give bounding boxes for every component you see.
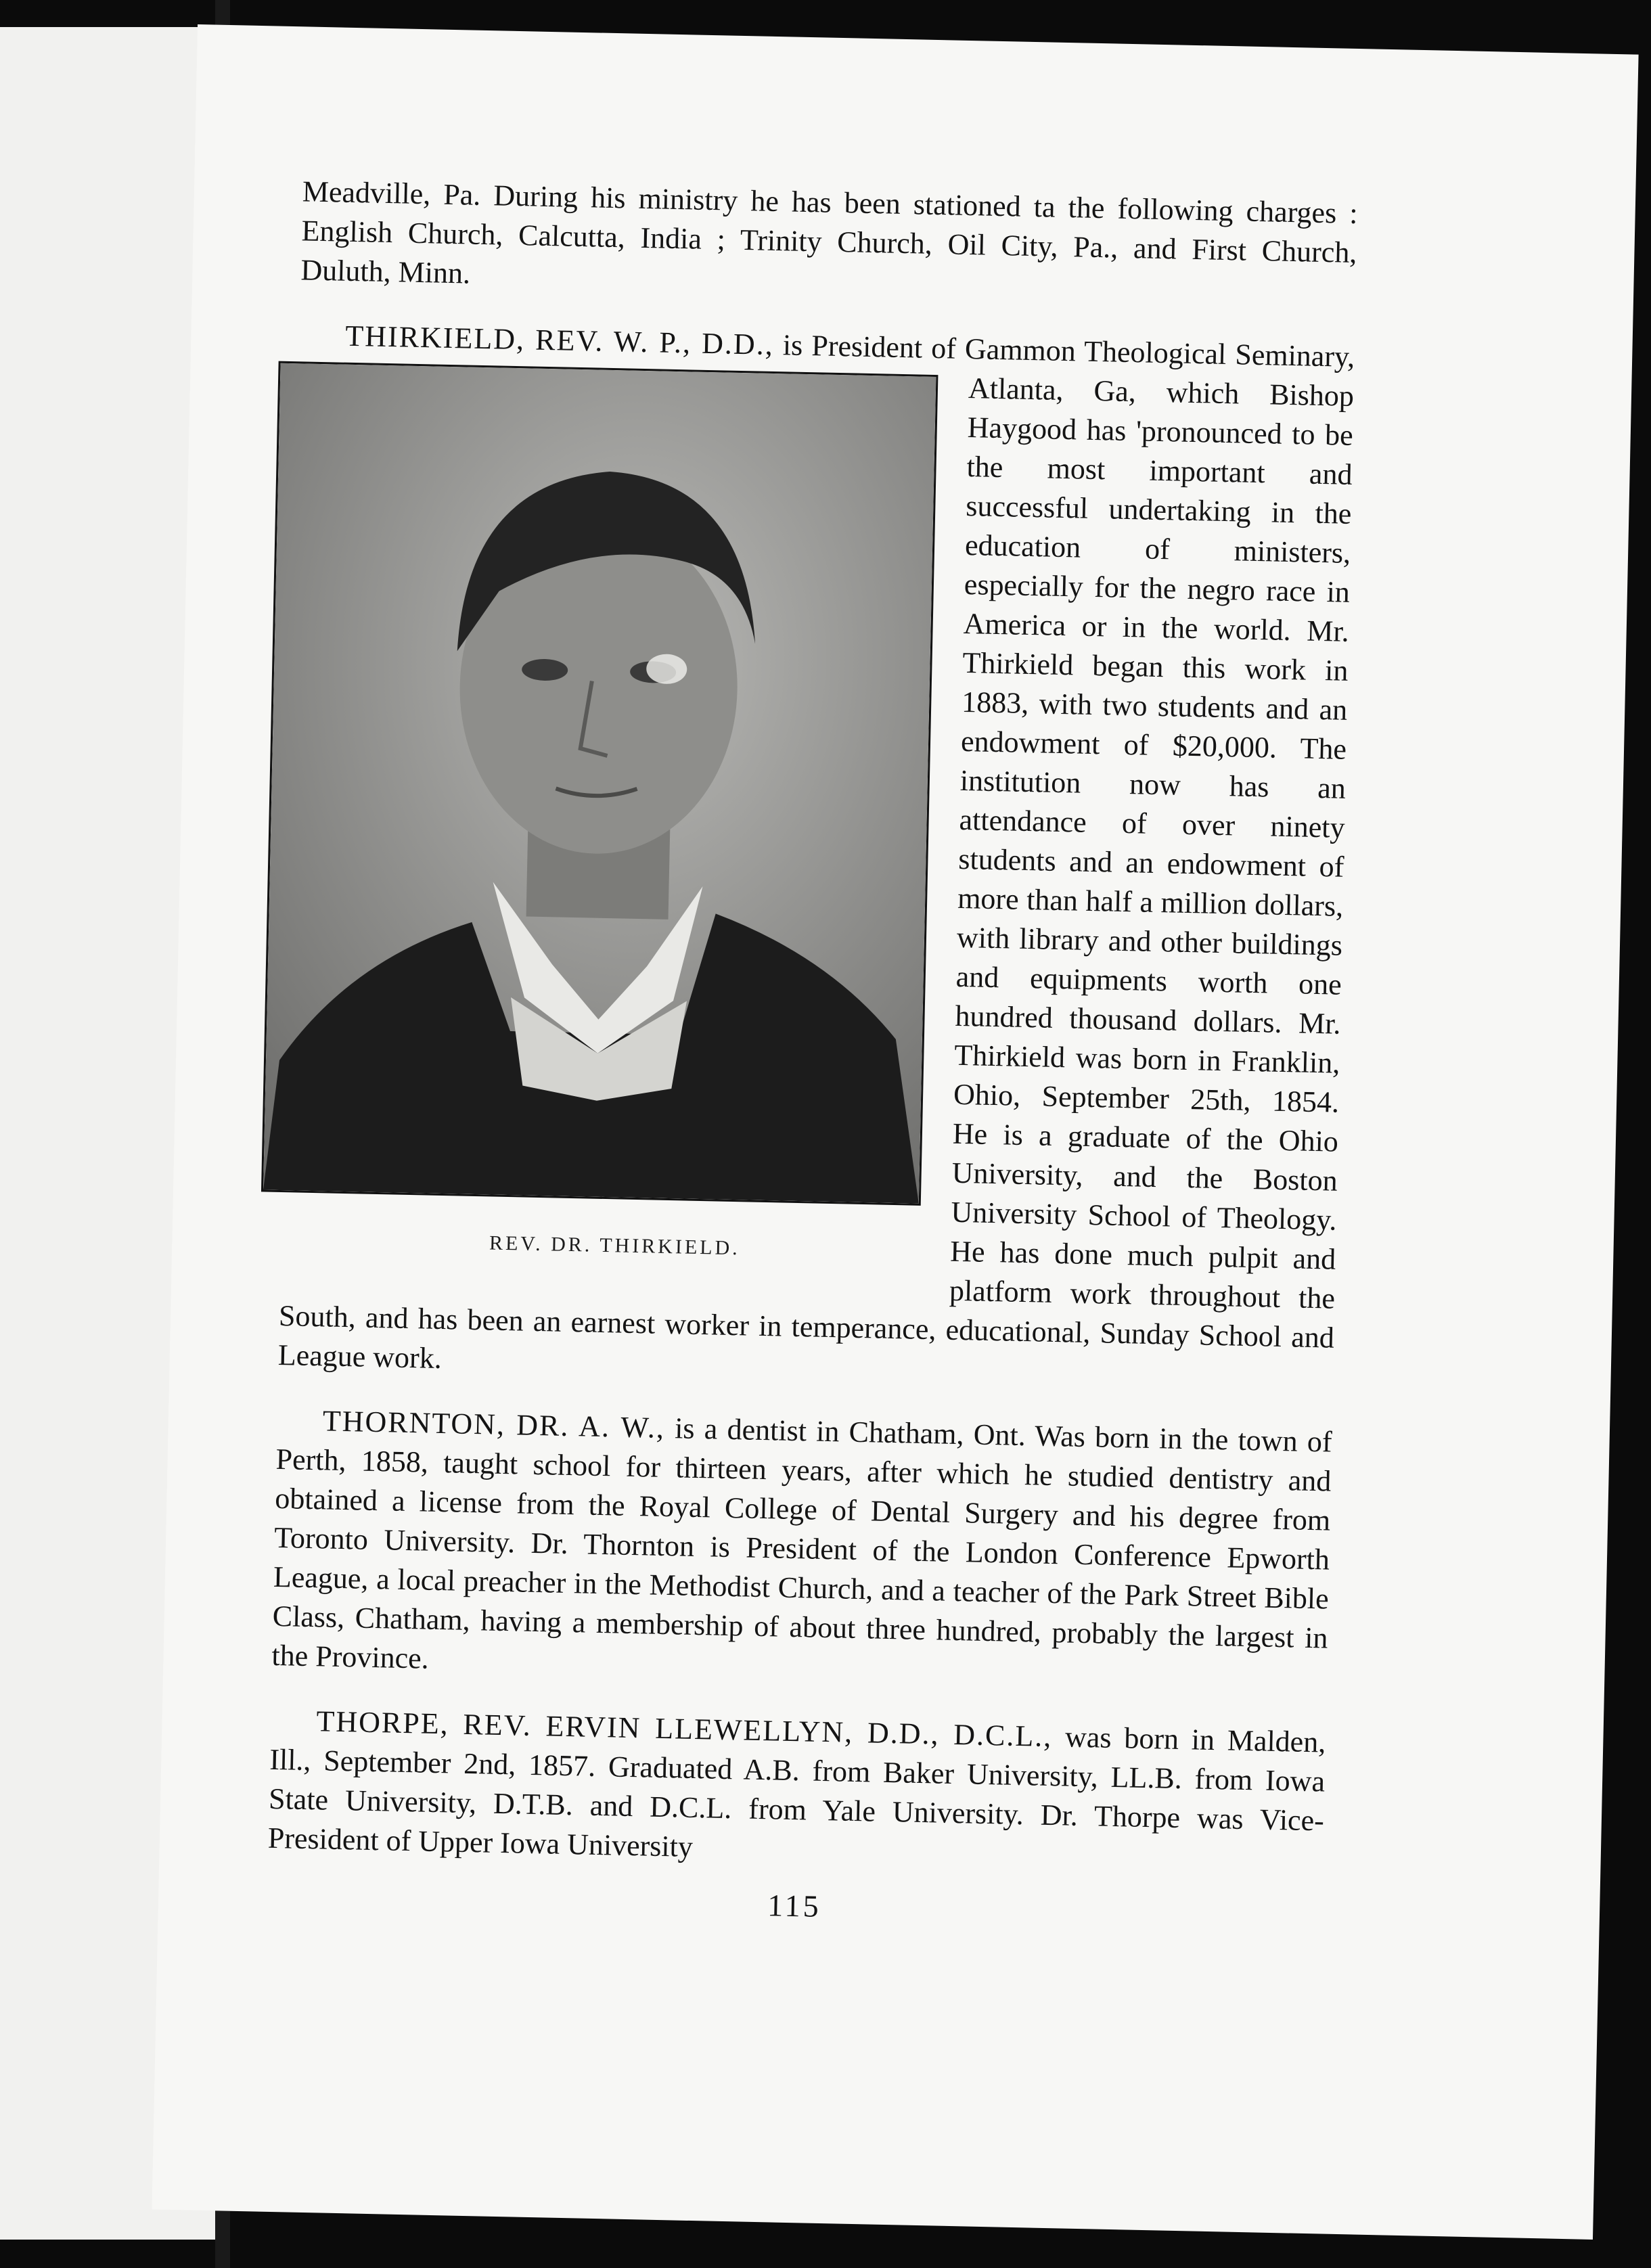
entry-heading: THIRKIELD, REV. W. P., D.D.,	[344, 319, 775, 361]
right-page	[152, 24, 1638, 2240]
entry-text: was born in Malden, Ill., September 2nd, 1857. Graduated A.B. from Baker University, LL.B. from Iowa State University, D.T.B. and D.C.L. from Yale University. Dr. Thorpe was Vice-President of Upper Iowa University	[267, 1720, 1326, 1863]
continuation-paragraph: Meadville, Pa. During his ministry he has been stationed ta the following charges : English Church, Calcutta, India ; Trinity Church, Oil City, Pa., and First Church, Duluth, Minn.	[300, 175, 1359, 290]
portrait-caption: REV. DR. THIRKIELD.	[489, 1231, 741, 1260]
entry-text: is President of Gammon Theological Seminary, Atlanta, Ga, which Bishop Haygood has 'pronounced to be the most important and successful undertaking in the education of ministers, especially for the negro race in America or in the world. Mr. Thirkield began this work in 1883, with two students and an endowment of $20,000. The institution now has an attendance of over ninety students and an endowment of more than half a million dollars, with library and other buildings and equipments worth one hundred thousand dollars. Mr. Thirkield was born in Franklin, Ohio, September 25th, 1854. He is a graduate of the Ohio University, and the Boston University School of Theology. He has done much pulpit and platform work throughout the South, and has been an earnest worker in temperance, educational, Sunday School and League work.	[277, 328, 1355, 1376]
entry-text: is a dentist in Chatham, Ont. Was born in the town of Perth, 1858, taught school for thirteen years, after which he studied dentistry and obtained a license from the Royal College of Dental Surgery and his degree from Toronto University. Dr. Thornton is President of the London Conference Epworth League, a local preacher in the Methodist Church, and a teacher of the Park Street Bible Class, Chatham, having a membership of about three hundred, probably the largest in the Province.	[271, 1411, 1333, 1675]
entry-heading: THORPE, REV. ERVIN LLEWELLYN, D.D., D.C.L.,	[316, 1704, 1053, 1754]
entry-thornton	[271, 1401, 1332, 1698]
entry-heading: THORNTON, DR. A. W.,	[322, 1404, 666, 1445]
page-content	[267, 172, 1359, 1936]
portrait-figure	[260, 361, 942, 1282]
entry-thirkield	[277, 315, 1355, 1397]
page-number: 115	[767, 1888, 822, 1924]
portrait-photo	[261, 361, 938, 1206]
entry-thorpe	[267, 1701, 1326, 1880]
